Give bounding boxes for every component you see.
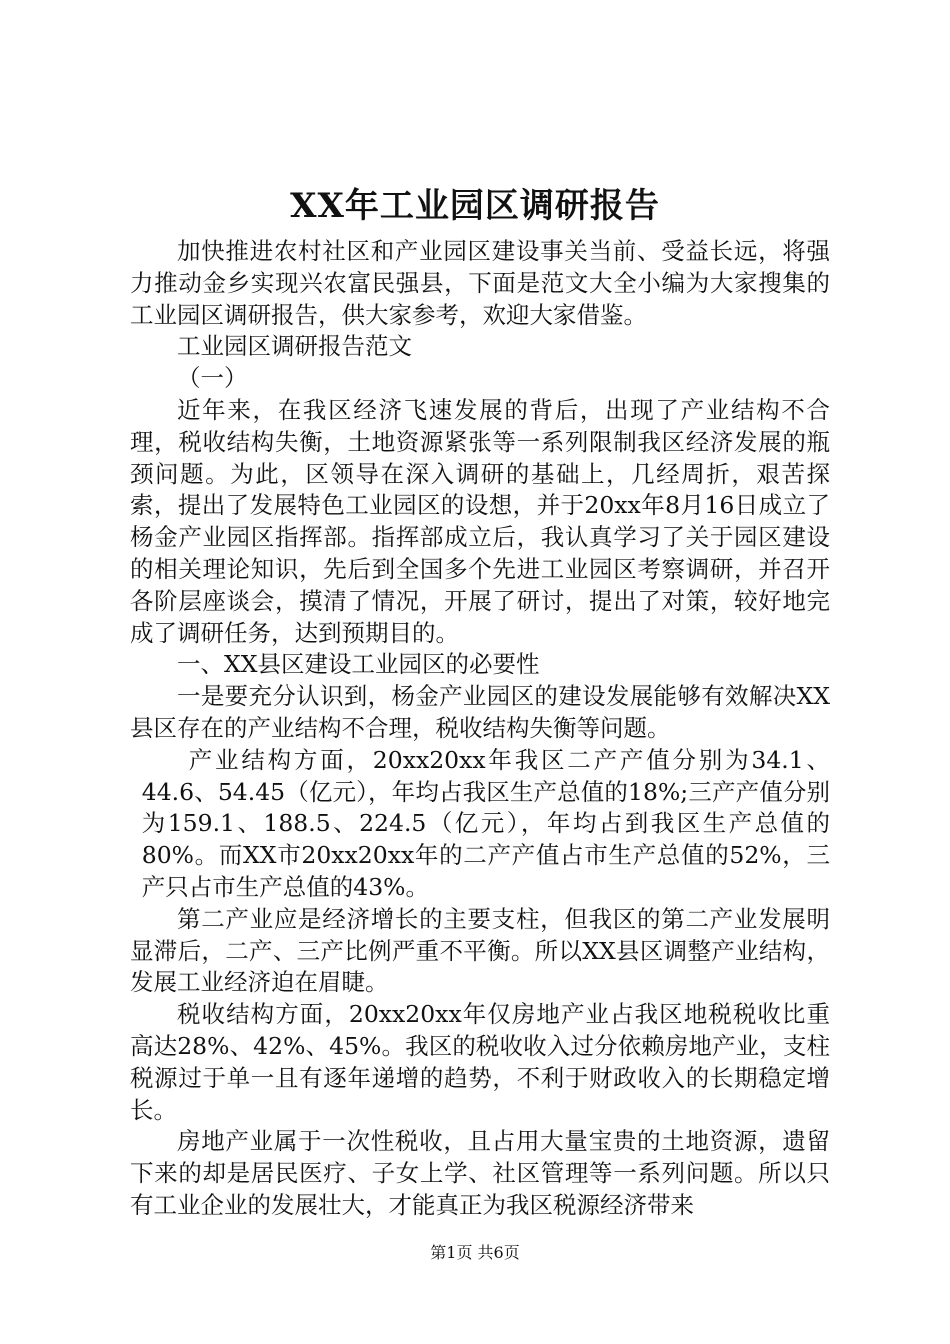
paragraph-background: 近年来，在我区经济飞速发展的背后，出现了产业结构不合理，税收结构失衡，土地资源紧张等一系列限制我区经济发展的瓶颈问题。为此，区领导在深入调研的基础上，几经周折，艰苦探索，提出了发展特色工业园区的设想，并于20xx年8月16日成立了杨金产业园区指挥部。指挥部成立后，我认真学习了关于园区建设的相关理论知识，先后到全国多个先进工业园区考察调研，并召开各阶层座谈会，摸清了情况，开展了研讨，提出了对策，较好地完成了调研任务，达到预期目的。 — [130, 395, 830, 647]
document-body — [130, 236, 830, 1222]
section-heading-necessity: 一、XX县区建设工业园区的必要性 — [177, 650, 540, 679]
page-footer: 第1页 共6页 — [430, 1243, 520, 1262]
paragraph-intro: 加快推进农村社区和产业园区建设事关当前、受益长远，将强力推动金乡实现兴农富民强县，下面是范文大全小编为大家搜集的工业园区调研报告，供大家参考，欢迎大家借鉴。 — [130, 237, 830, 329]
paragraph-industry-structure: 产业结构方面，20xx20xx年我区二产产值分别为34.1、44.6、54.45（亿元），年均占我区生产总值的18%;三产产值分别为159.1、188.5、224.5（亿元），年均占到我区生产总值的80%。而XX市20xx20xx年的二产产值占市生产总值的52%，三产只占市生产总值的43%。 — [141, 745, 830, 901]
paragraph-point-one: 一是要充分认识到，杨金产业园区的建设发展能够有效解决XX县区存在的产业结构不合理，税收结构失衡等问题。 — [130, 682, 830, 742]
paragraph-tax-structure: 税收结构方面，20xx20xx年仅房地产业占我区地税税收比重高达28%、42%、45%。我区的税收收入过分依赖房地产业，支柱税源过于单一且有逐年递增的趋势，不利于财政收入的长期稳定增长。 — [130, 1000, 830, 1124]
document-title: XX年工业园区调研报告 — [290, 186, 660, 226]
paragraph-section-number: （一） — [177, 364, 248, 393]
paragraph-subtitle: 工业园区调研报告范文 — [177, 332, 412, 361]
paragraph-real-estate: 房地产业属于一次性税收，且占用大量宝贵的土地资源，遗留下来的却是居民医疗、子女上学、社区管理等一系列问题。所以只有工业企业的发展壮大，才能真正为我区税源经济带来 — [130, 1127, 830, 1219]
paragraph-secondary-industry: 第二产业应是经济增长的主要支柱，但我区的第二产业发展明显滞后，二产、三产比例严重不平衡。所以XX县区调整产业结构，发展工业经济迫在眉睫。 — [130, 904, 830, 997]
